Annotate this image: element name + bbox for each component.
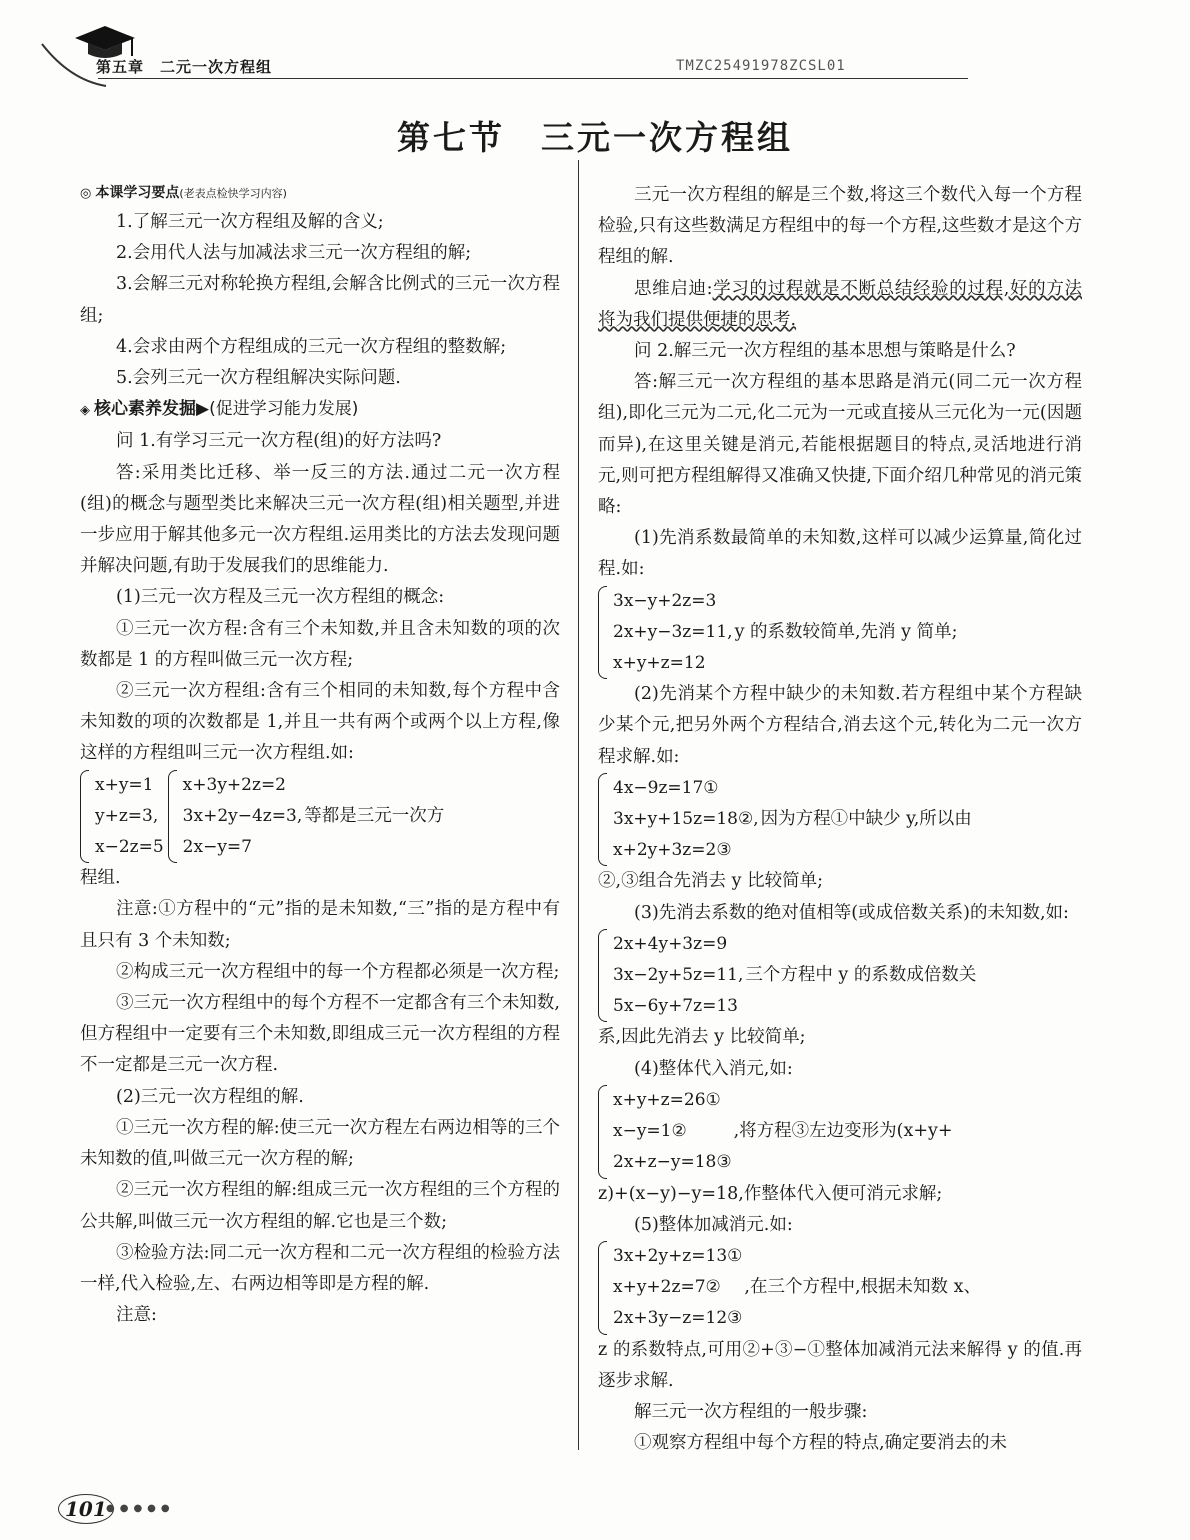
brace [598, 586, 607, 680]
left-column [80, 180, 560, 1331]
page-title: 第七节 三元一次方程组 [397, 118, 793, 157]
equation-system-examples [80, 770, 560, 864]
goal-item: 1.了解三元一次方程组及解的含义; [116, 212, 384, 232]
strategy-2: (2)先消某个方程中缺少的未知数.若方程组中某个方程缺少某个元,把另外两个方程结合,消去这个元,转化为二元一次方程求解.如: [598, 684, 1082, 767]
page-header [40, 20, 980, 90]
paragraph: (1)三元一次方程及三元一次方程组的概念: [116, 587, 445, 608]
header-code: TMZC25491978ZCSL01 [676, 58, 846, 74]
paragraph: ③检验方法:同二元一次方程和二元一次方程组的检验方法一样,代入检验,左、右两边相等即是方程的解. [80, 1242, 560, 1294]
right-column [598, 180, 1082, 1459]
paragraph: z)+(x−y)−y=18,作整体代入便可消元求解; [598, 1183, 943, 1204]
strategy-5: (5)整体加减消元.如: [634, 1214, 793, 1235]
question-1: 问 1.有学习三元一次方程(组)的好方法吗? [116, 431, 442, 452]
brace [598, 773, 607, 867]
brace [598, 1241, 607, 1335]
equation-system-1: 3x−y+2z=3 2x+y−3z=11, x+y+z=12 y 的系数较简单,先消 y 简单; [598, 586, 1082, 680]
equation-system-3: 2x+4y+3z=9 3x−2y+5z=11, 5x−6y+7z=13 三个方程中 y 的系数成倍数关 [598, 929, 1082, 1023]
page-number: 101 [58, 1494, 114, 1524]
paragraph: 三元一次方程组的解是三个数,将这三个数代入每一个方程检验,只有这些数满足方程组中的每一个方程,这些数才是这个方程组的解. [598, 185, 1082, 268]
paragraph: ②,③组合先消去 y 比较简单; [598, 871, 823, 892]
paragraph: 系,因此先消去 y 比较简单; [598, 1027, 806, 1048]
section-core-literacy: ◈ 核心素养发掘▶(促进学习能力发展) [80, 399, 359, 420]
equation-system-4: x+y+z=26① x−y=1② 2x+z−y=18③ ,将方程③左边变形为(x+y+ [598, 1085, 1082, 1179]
thinking-tip: 思维启迪:学习的过程就是不断总结经验的过程,好的方法将为我们提供便捷的思考. [598, 278, 1082, 330]
paragraph: ①三元一次方程的解:使三元一次方程左右两边相等的三个未知数的值,叫做三元一次方程的解; [80, 1117, 560, 1170]
goal-item: 2.会用代人法与加减法求三元一次方程组的解; [116, 243, 472, 264]
paragraph: (2)三元一次方程组的解. [116, 1086, 304, 1107]
header-rule [98, 78, 968, 79]
answer-2: 答:解三元一次方程组的基本思路是消元(同二元一次方程组),即化三元为二元,化二元为一元或直接从三元化为一元(因题而异),在这里关键是消元,若能根据题目的特点,灵活地进行消元,则可把方程组解得又准确又快捷,下面介绍几种常见的消元策略: [598, 372, 1082, 518]
brace [168, 770, 177, 864]
paragraph: 注意: [116, 1305, 157, 1326]
goal-item: 5.会列三元一次方程组解决实际问题. [116, 368, 401, 389]
goal-item: 3.会解三元对称轮换方程组,会解含比例式的三元一次方程组; [80, 274, 560, 326]
strategy-3: (3)先消去系数的绝对值相等(或成倍数关系)的未知数,如: [634, 902, 1069, 923]
goal-item: 4.会求由两个方程组成的三元一次方程组的整数解; [116, 336, 507, 357]
brace [80, 770, 89, 864]
note: ②构成三元一次方程组中的每一个方程都必须是一次方程; [116, 961, 560, 982]
strategy-4: (4)整体代入消元,如: [634, 1058, 793, 1079]
section-learning-goals: ◎ 本课学习要点(老表点检快学习内容) [80, 185, 287, 201]
paragraph: ①三元一次方程:含有三个未知数,并且含未知数的项的次数都是 1 的方程叫做三元一次方程; [80, 618, 560, 670]
equation-system-a: x+y=1 y+z=3, x−2z=5 [95, 774, 164, 858]
answer-1: 答:采用类比迁移、举一反三的方法.通过二元一次方程(组)的概念与题型类比来解决三元一次方程(组)相关题型,并进一步应用于解其他多元一次方程组.运用类比的方法去发现问题并解决问题,有助于发展我们的思维能力. [80, 462, 560, 577]
equation-system-b: x+3y+2z=2 3x+2y−4z=3, 2x−y=7 [182, 774, 303, 858]
equation-system-2: 4x−9z=17① 3x+y+15z=18②, x+2y+3z=2③ 因为方程①中缺少 y,所以由 [598, 773, 1082, 867]
chapter-label: 第五章 二元一次方程组 [96, 58, 273, 76]
arrow-icon: ▶ [196, 399, 210, 420]
brace [598, 1085, 607, 1179]
column-divider [578, 160, 579, 1450]
note: 注意:①方程中的“元”指的是未知数,“三”指的是方程中有且只有 3 个未知数; [80, 899, 560, 951]
diamond-bullet-icon: ◈ [80, 403, 90, 419]
strategy-1: (1)先消系数最简单的未知数,这样可以减少运算量,简化过程.如: [598, 528, 1082, 580]
paragraph: ②三元一次方程组:含有三个相同的未知数,每个方程中含未知数的项的次数都是 1,并且一共有两个或两个以上方程,像这样的方程组叫三元一次方程组.如: [80, 681, 560, 764]
paragraph: ②三元一次方程组的解:组成三元一次方程组的三个方程的公共解,叫做三元一次方程组的解.它也是三个数; [80, 1180, 560, 1232]
circle-bullet-icon: ◎ [80, 186, 92, 201]
brace [598, 929, 607, 1023]
paragraph: z 的系数特点,可用②+③−①整体加减消元法来解得 y 的值.再逐步求解. [598, 1339, 1082, 1391]
note: ③三元一次方程组中的每个方程不一定都含有三个未知数,但方程组中一定要有三个未知数,即组成三元一次方程组的方程不一定都是三元一次方程. [80, 993, 560, 1076]
equation-system-5: 3x+2y+z=13① x+y+2z=7② 2x+3y−z=12③ ,在三个方程中,根据未知数 x、 [598, 1241, 1082, 1335]
page-dots: ●●●●● [106, 1503, 175, 1514]
paragraph: ①观察方程组中每个方程的特点,确定要消去的未 [634, 1433, 1008, 1454]
system-tail-text: 等都是三元一次方 [304, 805, 445, 826]
question-2: 问 2.解三元一次方程组的基本思想与策略是什么? [634, 341, 1016, 362]
paragraph: 解三元一次方程组的一般步骤: [634, 1401, 868, 1422]
paragraph: 程组. [80, 868, 121, 889]
